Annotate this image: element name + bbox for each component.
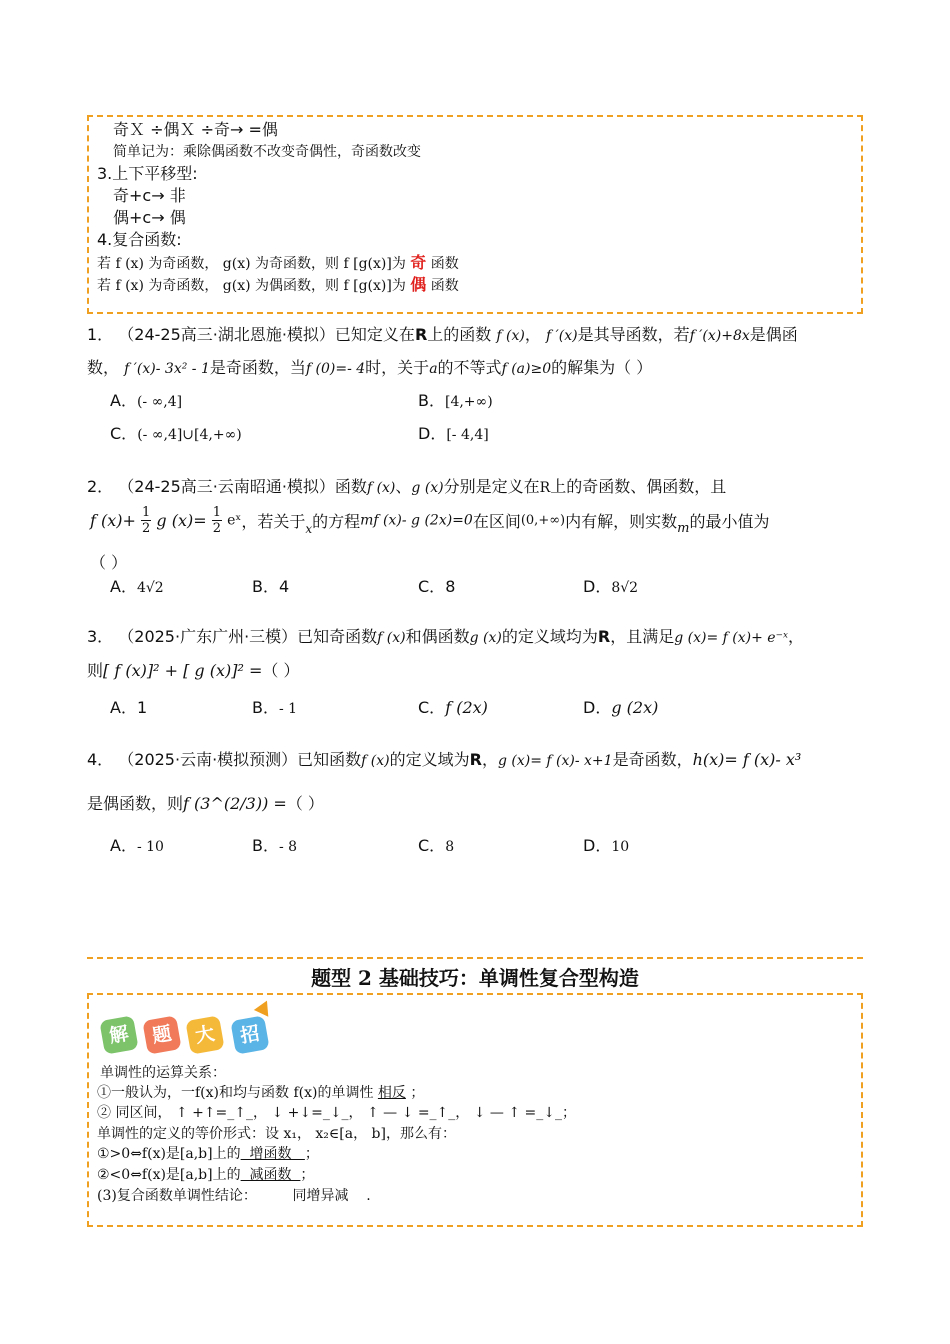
q2-g: g (x)	[411, 480, 444, 496]
q2-option-a-label: A．	[110, 577, 137, 596]
q4-option-a-value: - 10	[136, 839, 164, 855]
q3-line1	[87, 624, 804, 647]
q1-f: f (x)	[496, 328, 525, 344]
q4-R: R	[469, 750, 482, 769]
q2-text-b: 分别是定义在	[443, 477, 540, 496]
q3-text-b: 和偶函数	[405, 627, 470, 646]
q4-option-d[interactable]	[583, 833, 629, 856]
q1-option-c-value: (- ∞,4]∪[4,+∞)	[137, 427, 242, 443]
box1-line3: 3.上下平移型:	[97, 164, 198, 183]
q4-option-a-label: A．	[110, 836, 137, 855]
q2-option-d-label: D．	[583, 577, 612, 596]
q2-option-c-value: 8	[445, 577, 456, 596]
q2-expr3: eˣ	[227, 512, 242, 529]
q1-option-b-label: B．	[418, 391, 445, 410]
q1-option-a-value: (- ∞,4]	[136, 394, 183, 410]
q4-text-b: 的定义域为	[389, 750, 470, 769]
q1-l2-a: 数，	[87, 358, 120, 377]
q4-f: f (x)	[361, 753, 390, 769]
s2-l7-b: .	[366, 1188, 371, 1204]
badge-ti: 题	[142, 1015, 181, 1054]
q1-option-d-value: [- 4,4]	[446, 427, 489, 443]
s2-line5	[97, 1143, 319, 1163]
q4-source: 4． （2025·云南·模拟预测）已知函数	[87, 750, 362, 769]
q3-option-d[interactable]	[583, 695, 658, 718]
q4-g: g (x)= f (x)- x+1	[497, 753, 613, 769]
box1-line7-pre: 若 f (x) 为奇函数， g(x) 为奇函数，则 f [g(x)]为	[97, 256, 406, 272]
q2-frac1-den: 2	[142, 521, 151, 536]
q2-m: m	[677, 521, 690, 536]
box1-line2: 简单记为：乘除偶函数不改变奇偶性，奇函数改变	[113, 144, 421, 160]
q3-text-d: ，且满足	[610, 627, 675, 646]
box1-line7	[97, 250, 459, 273]
q3-option-c-label: C．	[418, 698, 446, 717]
s2-line2	[97, 1082, 424, 1102]
s2-l6-answer: 减函数	[249, 1167, 292, 1183]
badge-jie: 解	[99, 1015, 138, 1054]
box1-line8-pre: 若 f (x) 为奇函数， g(x) 为偶函数，则 f [g(x)]为	[97, 278, 406, 294]
box1-line7-highlight: 奇	[410, 253, 427, 272]
s2-l2-b: ；	[410, 1085, 425, 1101]
q2-option-c-label: C．	[418, 577, 446, 596]
s2-l2-a: ①一般认为，一f(x)和均与函数 f(x)的单调性	[97, 1085, 374, 1101]
badge-zhao: 招	[230, 1015, 269, 1054]
box1-line5: 偶+c→ 偶	[113, 208, 186, 227]
q2-line1	[87, 474, 726, 497]
q1-l2-d: 的不等式	[437, 358, 502, 377]
q4-option-b-value: - 8	[278, 839, 298, 855]
q1-l2-cond: f (0)=- 4	[305, 361, 366, 377]
q4-line2	[87, 791, 324, 814]
q3-option-c[interactable]	[418, 695, 488, 718]
q2-source: 2． （24-25高三·云南昭通·模拟）函数	[87, 477, 367, 496]
box1-line8-highlight: 偶	[410, 275, 427, 294]
q1-text-b: 上的函数	[427, 325, 492, 344]
q2-frac1-num: 1	[142, 505, 151, 520]
section2-title: 题型 2 基础技巧：单调性复合型构造	[311, 966, 639, 990]
q3-l2-a: 则	[87, 661, 104, 680]
q1-l2-b: 是奇函数，当	[209, 358, 306, 377]
q1-option-b[interactable]	[418, 388, 493, 411]
q1-option-d-label: D．	[418, 424, 447, 443]
q1-option-a-label: A．	[110, 391, 137, 410]
q4-option-c[interactable]	[418, 833, 454, 856]
q2-option-d[interactable]	[583, 574, 638, 597]
s2-l6-a: ②<0⇔f(x)是[a,b]上的	[97, 1167, 241, 1183]
q3-option-d-label: D．	[583, 698, 612, 717]
q1-option-b-value: [4,+∞)	[444, 394, 493, 410]
q3-option-d-value: g (2x)	[611, 698, 659, 717]
q4-l2-a: 是偶函数，则	[87, 794, 184, 813]
q4-option-b[interactable]	[252, 833, 297, 856]
q1-text-c: ，	[524, 325, 541, 344]
section-divider	[87, 957, 863, 959]
s2-line3: ② 同区间， ↑ +↑=_↑_， ↓ +↓=_↓_， ↑ — ↓ =_↑_， ↓ — ↑ =_↓_；	[97, 1105, 577, 1121]
q2-l2-c: 在区间	[472, 512, 521, 531]
q1-l2-expr: f ′(x)- 3x² - 1	[124, 361, 210, 377]
q2-frac2-den: 2	[212, 521, 222, 536]
q3-option-b-label: B．	[252, 698, 279, 717]
q3-option-b[interactable]	[252, 695, 297, 718]
q4-option-d-label: D．	[583, 836, 612, 855]
q1-option-c-label: C．	[110, 424, 138, 443]
q3-f: f (x)	[377, 630, 406, 646]
q2-fraction1	[141, 505, 151, 536]
q3-l2-b: （ ）	[262, 661, 300, 680]
q1-option-a[interactable]	[110, 388, 182, 411]
q1-l2-e: 的解集为（ ）	[551, 358, 653, 377]
q2-line3: （ ）	[90, 553, 128, 572]
q4-option-d-value: 10	[611, 839, 630, 855]
box1-line6: 4.复合函数:	[97, 230, 182, 249]
s2-l2-answer: 相反	[377, 1085, 406, 1101]
q3-text-e: ，	[787, 627, 804, 646]
s2-l6-b: ；	[300, 1167, 315, 1183]
q2-fraction2	[212, 505, 222, 536]
s2-line6	[97, 1164, 314, 1184]
q2-option-c[interactable]	[418, 574, 455, 597]
q1-text-e: 是偶函	[749, 325, 798, 344]
q3-eq: g (x)= f (x)+ e⁻ˣ	[674, 630, 788, 646]
q1-l2-c: 时，关于	[365, 358, 430, 377]
q4-text-c: ，	[481, 750, 498, 769]
q3-source: 3． （2025·广东广州·三模）已知奇函数	[87, 627, 378, 646]
q3-g: g (x)	[469, 630, 502, 646]
box1-line8-post: 函数	[430, 278, 459, 294]
q2-text-c: 上的奇函数、偶函数，且	[550, 477, 727, 496]
q4-l2-b: （ ）	[286, 794, 324, 813]
badge-da: 大	[185, 1015, 224, 1054]
q4-text-d: 是奇函数，	[612, 750, 693, 769]
q2-l2-d: 内有解，则实数	[565, 512, 678, 531]
q2-sep: 、	[395, 477, 412, 496]
q2-x: x	[305, 522, 313, 536]
q2-R: R	[539, 480, 551, 496]
q3-line2	[87, 658, 300, 681]
q2-option-d-value: 8√2	[611, 580, 639, 596]
q2-option-a[interactable]	[110, 574, 164, 597]
box1-line7-post: 函数	[430, 256, 459, 272]
q1-expr: f ′(x)+8x	[689, 328, 750, 344]
q4-option-b-label: B．	[252, 836, 279, 855]
q4-option-c-value: 8	[445, 839, 455, 855]
q2-expr2: g (x)=	[156, 511, 207, 530]
q2-option-b[interactable]	[252, 574, 289, 597]
q3-option-a-label: A．	[110, 698, 137, 717]
q1-option-d[interactable]	[418, 421, 489, 444]
s2-line7	[97, 1185, 371, 1205]
q2-option-b-value: 4	[278, 577, 290, 596]
q1-text-d: 是其导函数，若	[577, 325, 690, 344]
q2-l2-e: 的最小值为	[689, 512, 770, 531]
q1-l2-ineq: f (a)≥0	[501, 361, 552, 377]
q2-eq: mf (x)- g (2x)=0	[360, 512, 473, 529]
q2-l2-a: ，若关于	[241, 512, 306, 531]
s2-l5-b: ；	[304, 1146, 319, 1162]
q4-line1	[87, 747, 801, 770]
q3-option-b-value: - 1	[278, 701, 298, 717]
box1-line4: 奇+c→ 非	[113, 186, 186, 205]
q1-option-c[interactable]	[110, 421, 242, 444]
q2-l2-b: 的方程	[312, 512, 361, 531]
q4-h: h(x)= f (x)- x³	[692, 750, 802, 769]
q3-text-c: 的定义域均为	[501, 627, 598, 646]
q3-option-a-value: 1	[136, 698, 148, 717]
q1-line1	[87, 322, 798, 345]
q2-line2	[90, 505, 769, 545]
q3-expr: [ f (x)]² + [ g (x)]² =	[103, 661, 263, 680]
q3-option-a[interactable]	[110, 695, 147, 718]
q2-f: f (x)	[366, 480, 396, 496]
q2-option-a-value: 4√2	[136, 580, 164, 596]
q1-source: 1． （24-25高三·湖北恩施·模拟）已知定义在	[87, 325, 415, 344]
q3-R: R	[597, 627, 611, 646]
q4-expr: f (3^(2/3)) =	[183, 794, 287, 813]
s2-l7-answer: 同增异减	[292, 1188, 349, 1204]
q4-option-c-label: C．	[418, 836, 446, 855]
q1-fprime: f ′(x)	[545, 328, 578, 344]
s2-line1: 单调性的运算关系：	[100, 1065, 226, 1081]
s2-l5-answer: 增函数	[249, 1146, 292, 1162]
q1-l2-avar: a	[429, 361, 438, 377]
q2-frac2-num: 1	[212, 505, 222, 520]
q2-expr1: f (x)+	[90, 511, 136, 530]
q2-interval: (0,+∞)	[520, 513, 566, 528]
s2-l5-a: ①>0⇔f(x)是[a,b]上的	[97, 1146, 241, 1162]
s2-l7-a: (3)复合函数单调性结论：	[97, 1188, 257, 1204]
q3-option-c-value: f (2x)	[445, 698, 488, 717]
box1-line1: 奇Ｘ ÷偶Ｘ ÷奇→ =偶	[113, 120, 278, 139]
q1-R: R	[414, 325, 428, 344]
q4-option-a[interactable]	[110, 833, 164, 856]
s2-line4: 单调性的定义的等价形式：设 x₁， x₂∈[a， b]，那么有：	[97, 1126, 456, 1142]
q1-line2	[87, 355, 652, 378]
q2-option-b-label: B．	[252, 577, 279, 596]
box1-line8	[97, 272, 459, 295]
